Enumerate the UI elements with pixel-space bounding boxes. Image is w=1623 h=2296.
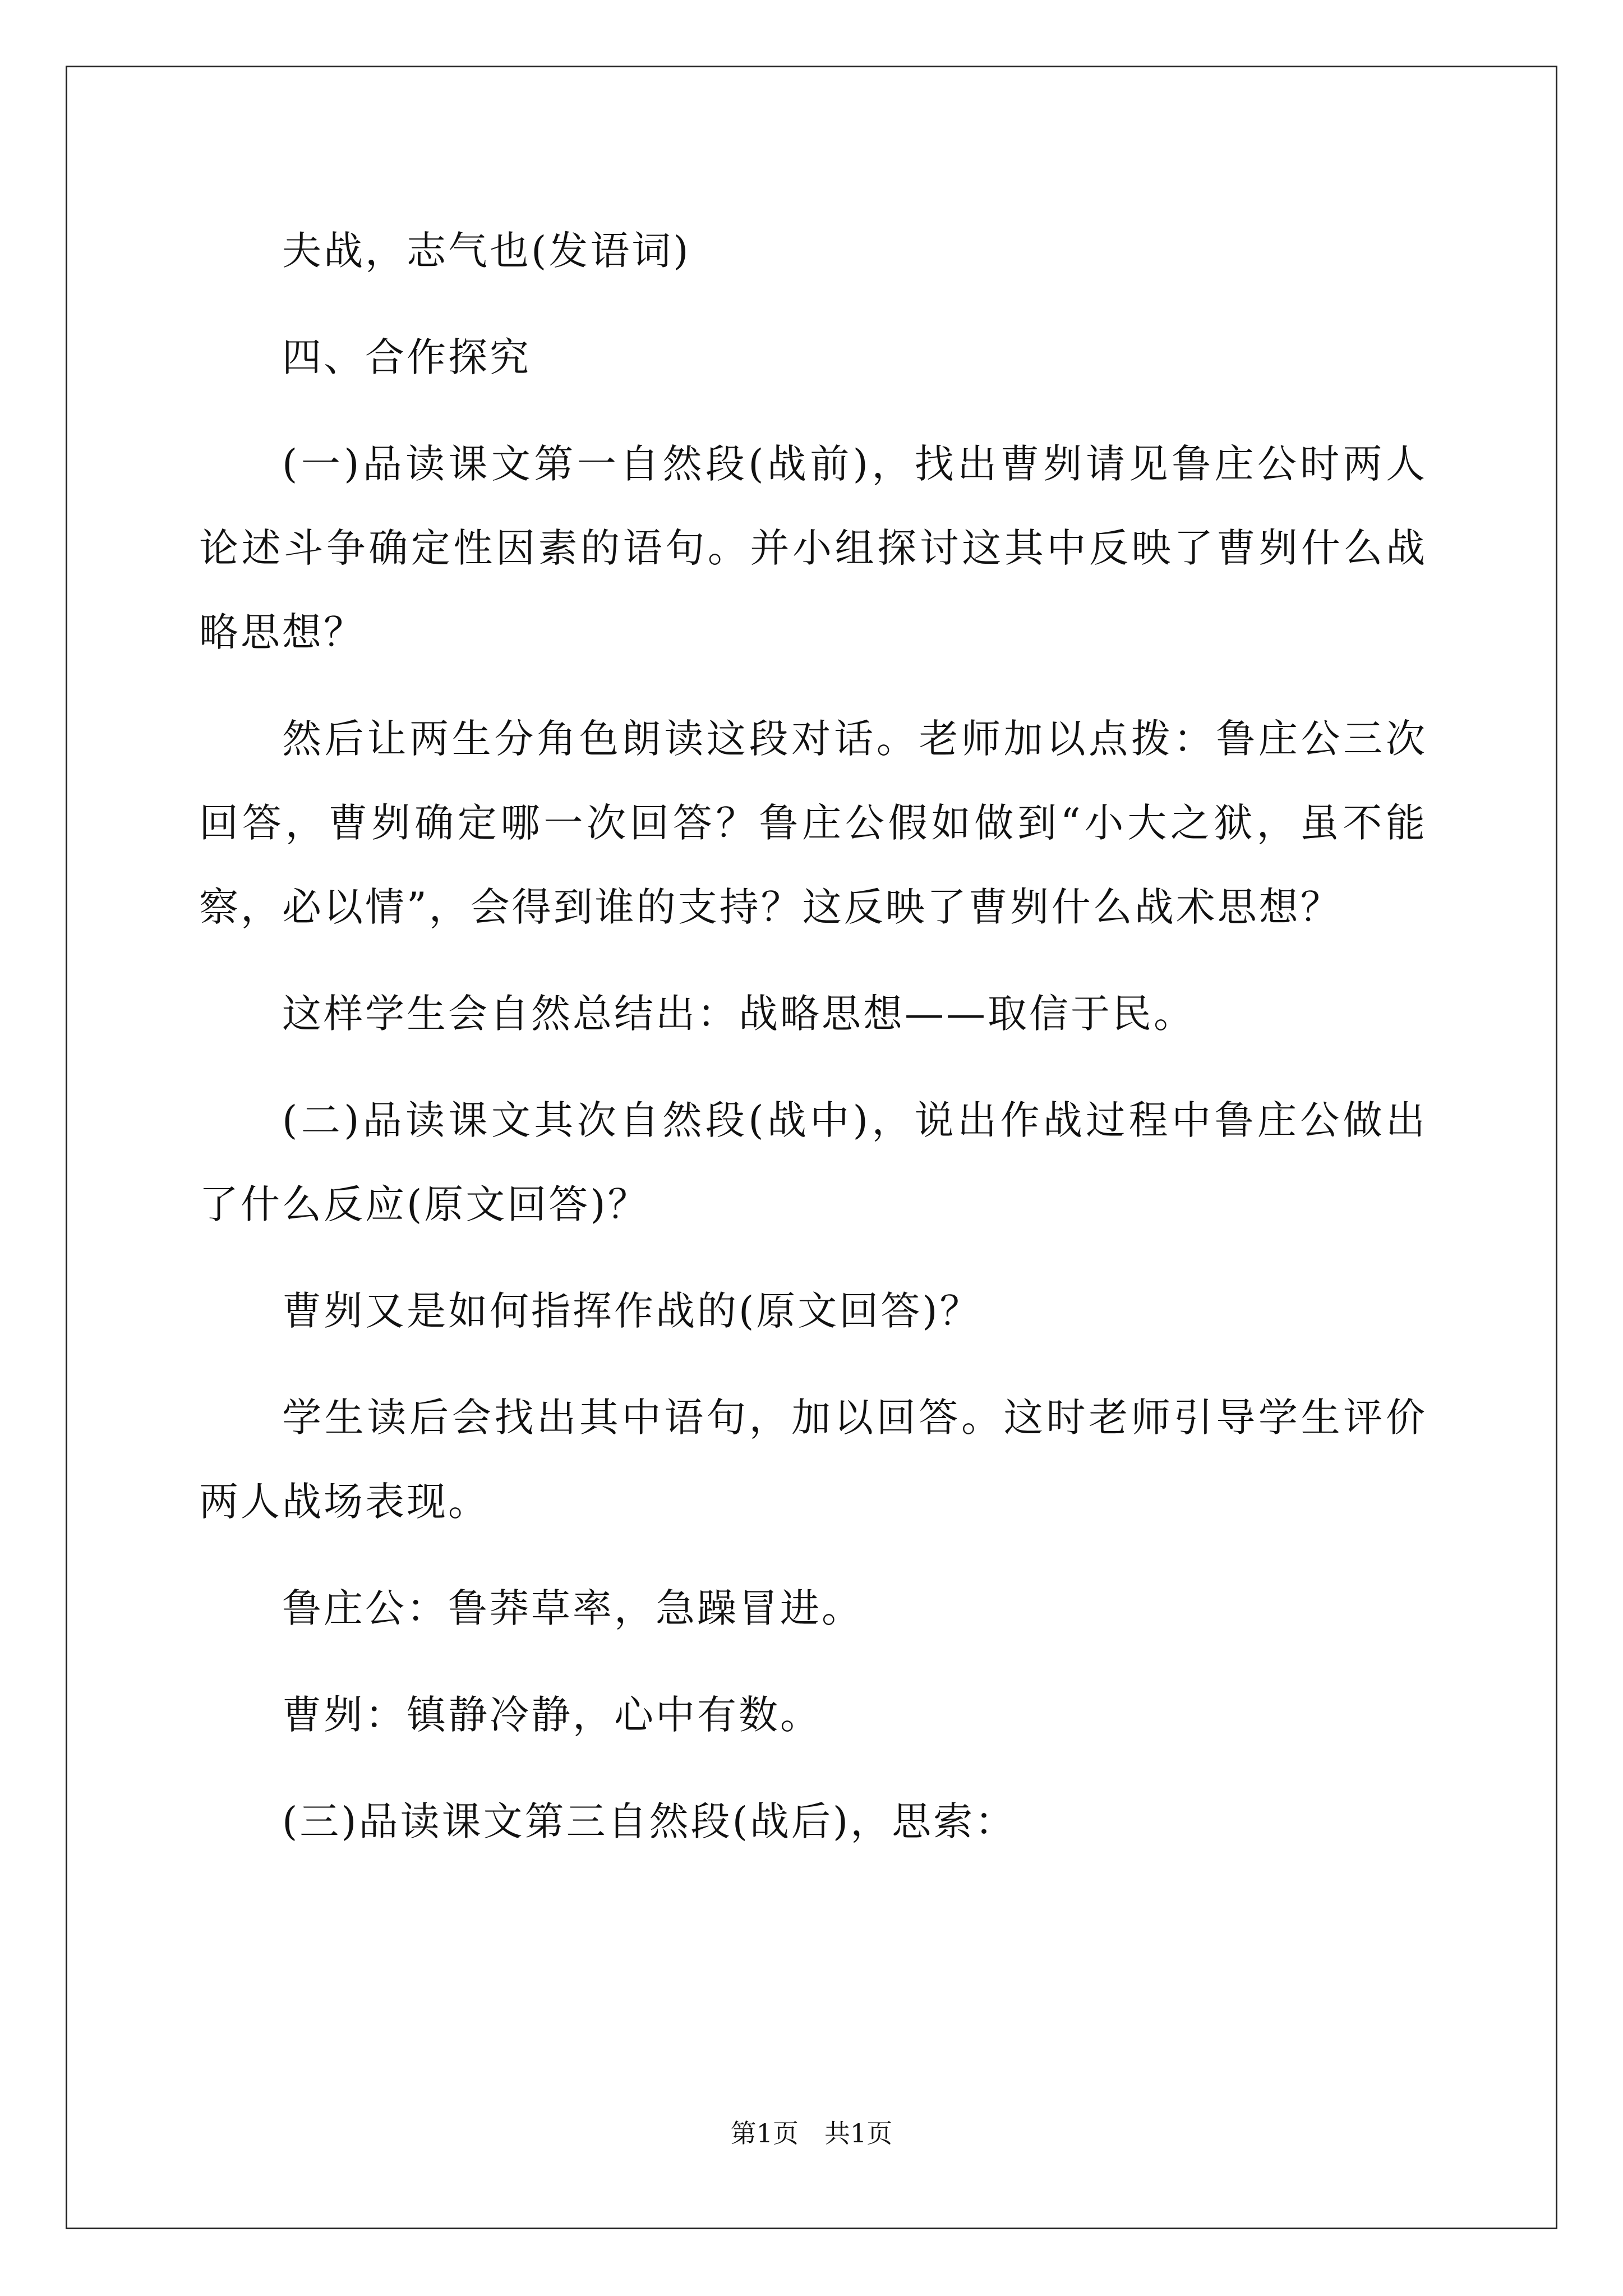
page-footer: 第1页 共1页 xyxy=(730,2118,893,2148)
paragraph-3: (一)品读课文第一自然段(战前)，找出曹刿请见鲁庄公时两人论述斗争确定性因素的语句。并小组探讨这其中反映了曹刿什么战略思想？ xyxy=(199,441,1427,655)
paragraph-9: 鲁庄公：鲁莽草率，急躁冒进。 xyxy=(282,1585,863,1631)
paragraph-7: 曹刿又是如何指挥作战的(原文回答)？ xyxy=(282,1288,981,1334)
paragraph-1: 夫战，志气也(发语词) xyxy=(282,228,691,274)
paragraph-10: 曹刿：镇静冷静，心中有数。 xyxy=(282,1692,822,1738)
paragraph-2: 四、合作探究 xyxy=(282,334,531,380)
paragraph-6: (二)品读课文其次自然段(战中)，说出作战过程中鲁庄公做出了什么反应(原文回答)？ xyxy=(199,1097,1427,1227)
document-body xyxy=(199,209,1427,1886)
paragraph-4: 然后让两生分角色朗读这段对话。老师加以点拨：鲁庄公三次回答，曹刿确定哪一次回答？鲁庄公假如做到“小大之狱，虽不能察，必以情”，会得到谁的支持？这反映了曹刿什么战术思想？ xyxy=(199,716,1427,930)
paragraph-11: (三)品读课文第三自然段(战后)，思索： xyxy=(282,1798,1017,1844)
paragraph-8: 学生读后会找出其中语句，加以回答。这时老师引导学生评价两人战场表现。 xyxy=(199,1395,1427,1525)
paragraph-5: 这样学生会自然总结出：战略思想——取信于民。 xyxy=(282,991,1195,1037)
